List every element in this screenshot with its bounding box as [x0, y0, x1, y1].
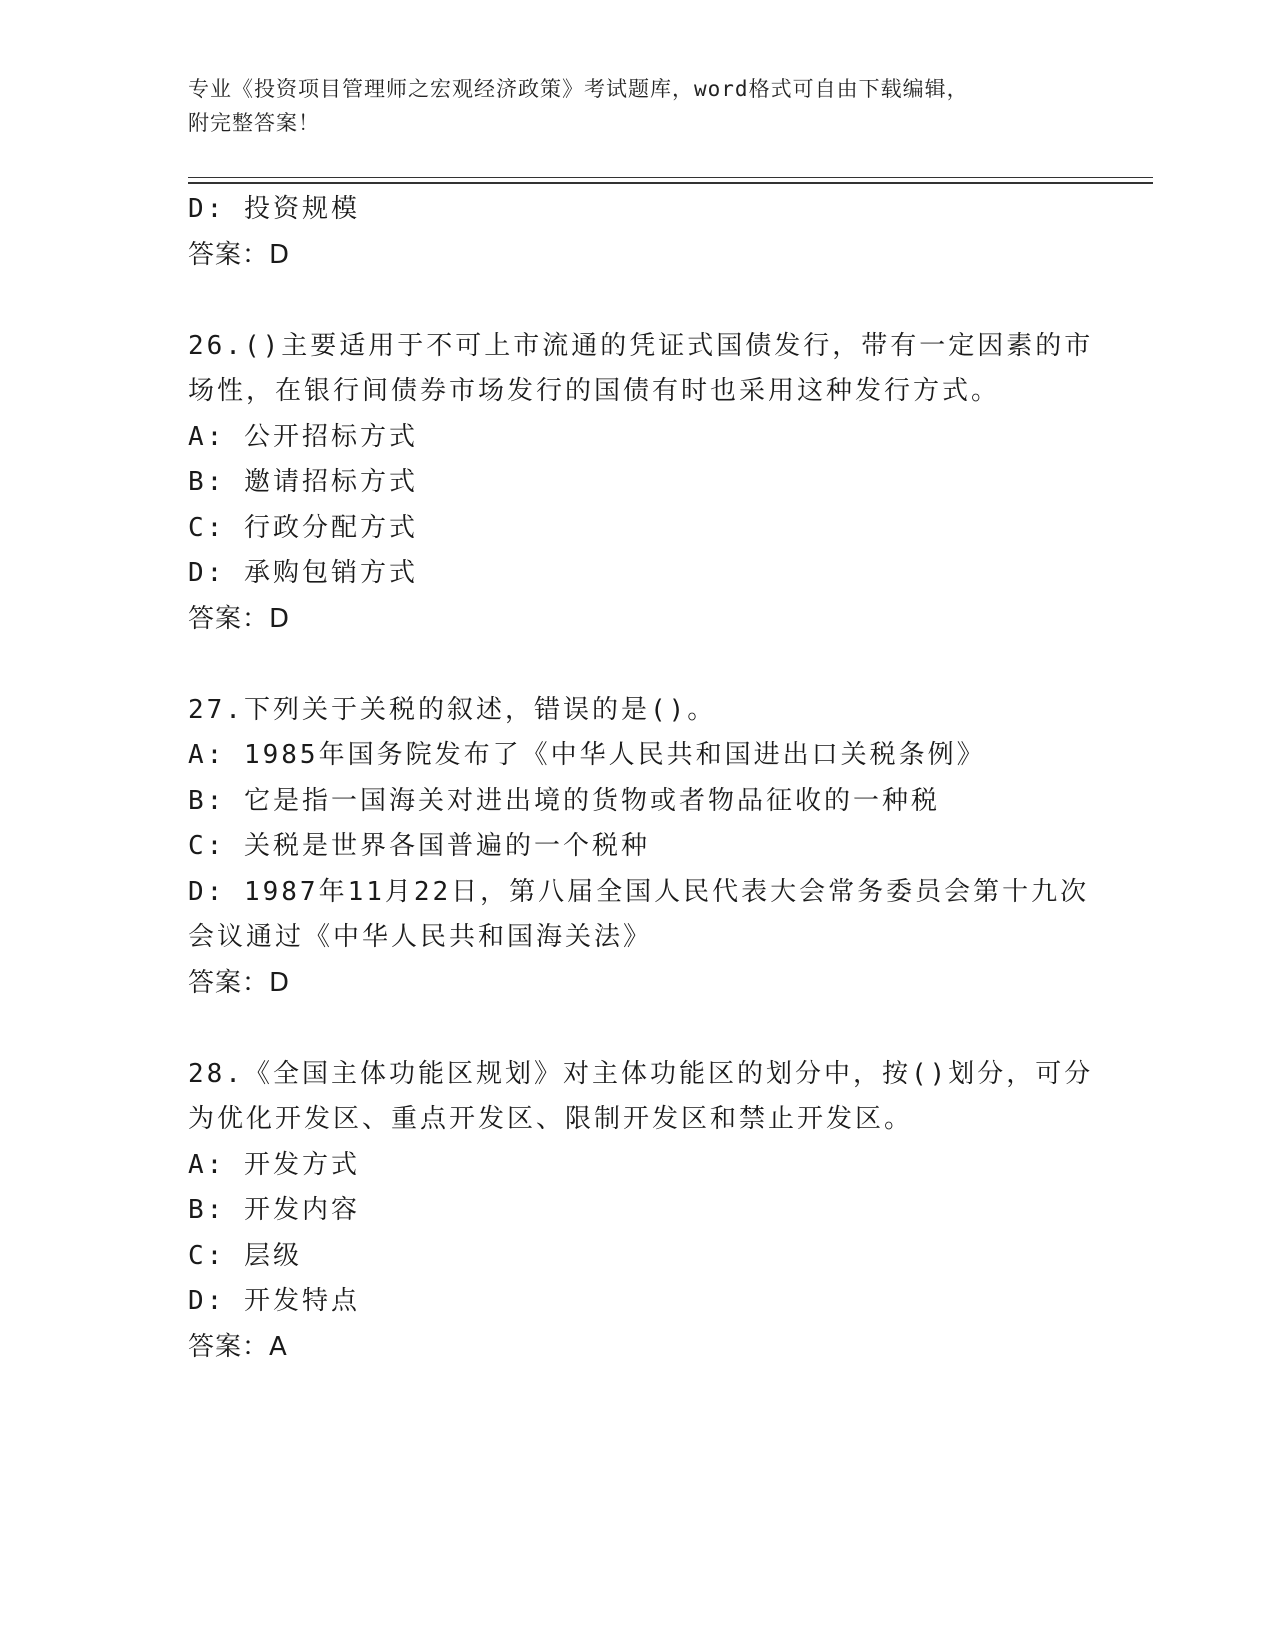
- question-26-stem-line-2: 场性，在银行间债券市场发行的国债有时也采用这种发行方式。: [188, 376, 1001, 406]
- question-27-option-d-line-1: D: 1987年11月22日，第八届全国人民代表大会常务委员会第十九次: [188, 876, 1090, 907]
- question-26: [188, 324, 1094, 643]
- question-27-stem-line-1: 27.下列关于关税的叙述，错误的是()。: [188, 694, 717, 725]
- question-content: [188, 187, 1094, 1370]
- header-divider-thin: [188, 177, 1153, 178]
- question-27-option-a: A: 1985年国务院发布了《中华人民共和国进出口关税条例》: [188, 740, 986, 770]
- spacer: [188, 642, 1088, 688]
- question-28-stem-line-2: 为优化开发区、重点开发区、限制开发区和禁止开发区。: [188, 1104, 914, 1134]
- question-26-stem-line-1: 26.()主要适用于不可上市流通的凭证式国债发行，带有一定因素的市: [188, 330, 1094, 361]
- question-27-option-c: C: 关税是世界各国普遍的一个税种: [188, 831, 650, 861]
- document-header: [188, 72, 1088, 140]
- question-26-option-b: B: 邀请招标方式: [188, 467, 418, 497]
- question-26-answer: 答案：D: [188, 603, 291, 634]
- question-28: [188, 1052, 1094, 1371]
- spacer: [188, 278, 1088, 324]
- question-27-answer: 答案：D: [188, 967, 291, 998]
- question-27-option-b: B: 它是指一国海关对进出境的货物或者物品征收的一种税: [188, 785, 940, 816]
- spacer: [188, 1006, 1088, 1052]
- prev-option-d: D: 投资规模: [188, 194, 360, 224]
- question-28-option-d: D: 开发特点: [188, 1286, 360, 1316]
- question-26-option-d: D: 承购包销方式: [188, 558, 418, 588]
- question-26-option-a: A: 公开招标方式: [188, 421, 418, 452]
- question-28-option-b: B: 开发内容: [188, 1195, 360, 1225]
- header-divider-thick: [188, 182, 1153, 184]
- question-27-option-d-line-2: 会议通过《中华人民共和国海关法》: [188, 922, 653, 952]
- question-28-answer: 答案：A: [188, 1331, 288, 1362]
- question-28-stem-line-1: 28.《全国主体功能区规划》对主体功能区的划分中，按()划分，可分: [188, 1058, 1094, 1089]
- header-line-2: 附完整答案！: [188, 111, 320, 135]
- header-line-1: 专业《投资项目管理师之宏观经济政策》考试题库，word格式可自由下载编辑，: [188, 77, 969, 101]
- question-28-option-c: C: 层级: [188, 1240, 302, 1271]
- question-28-option-a: A: 开发方式: [188, 1149, 360, 1180]
- prev-answer: 答案：D: [188, 239, 291, 270]
- question-26-option-c: C: 行政分配方式: [188, 512, 418, 543]
- question-27: [188, 688, 1088, 1007]
